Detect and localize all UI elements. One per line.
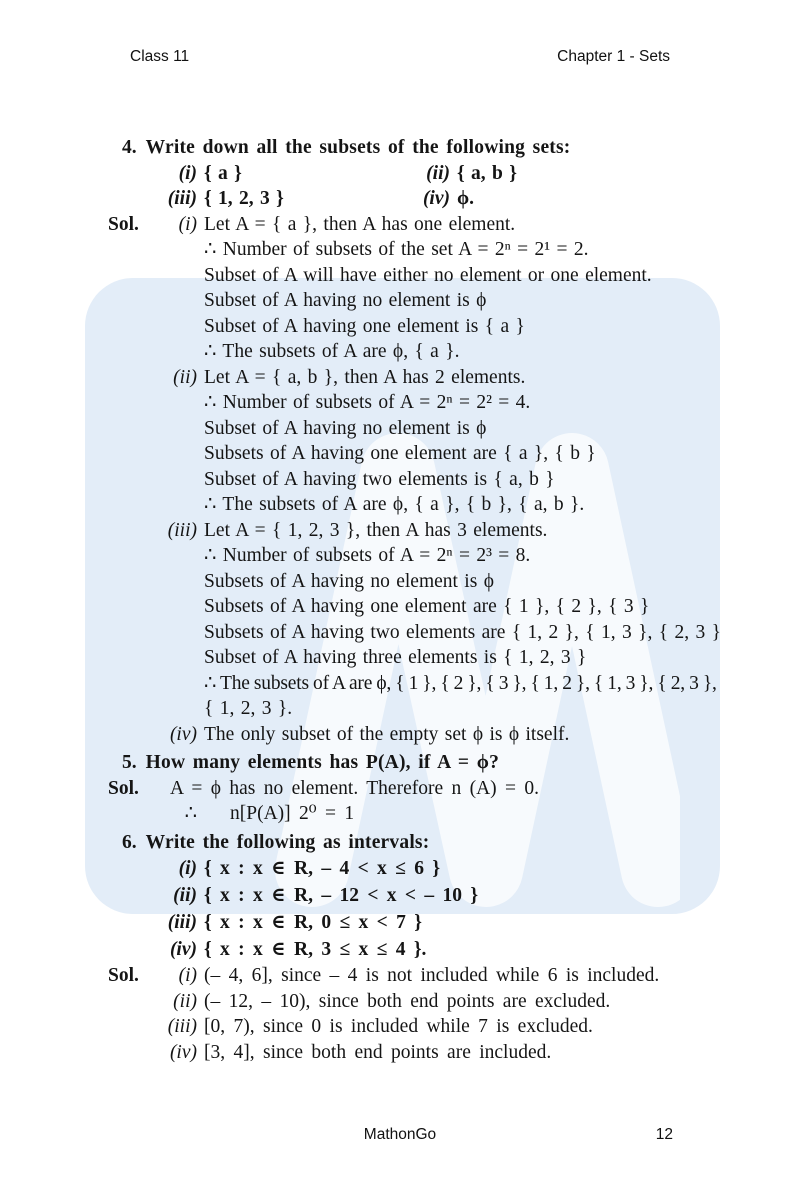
solution-text: ∴ Number of subsets of A = 2ⁿ = 2² = 4.	[204, 392, 531, 413]
sol-label: Sol.	[108, 213, 139, 235]
solution-text: Let A = { a }, then A has one element.	[204, 213, 516, 235]
question-text: How many elements has P(A), if A = ϕ?	[145, 752, 500, 773]
solution-line	[0, 696, 800, 722]
solution-text: { 1, 2, 3 }.	[204, 698, 293, 719]
option-value: { x : x ∈ R, – 12 < x < – 10 }	[204, 885, 479, 906]
solution-text: Let A = { a, b }, then A has 2 elements.	[204, 366, 526, 388]
option-marker: (iii)	[167, 912, 197, 933]
part-marker: (iv)	[169, 1041, 197, 1063]
solution-line	[0, 671, 800, 697]
question-4-options-row-2	[0, 186, 800, 212]
option-value: { x : x ∈ R, 3 ≤ x ≤ 4 }.	[204, 939, 427, 960]
solution-text: A = ϕ has no element. Therefore n (A) = 0.	[170, 777, 540, 799]
solution-line	[0, 594, 800, 620]
solution-text: Subsets of A having one element are { 1 }, { 2 }, { 3 }	[204, 596, 650, 617]
solution-text: (– 4, 6], since – 4 is not included while 6 is included.	[204, 965, 660, 986]
question-5-heading	[0, 750, 800, 776]
solution-line	[0, 569, 800, 595]
question-text: Write down all the subsets of the following sets:	[145, 137, 571, 158]
part-marker: (iii)	[167, 1016, 197, 1037]
solution-5-line	[0, 776, 800, 802]
solution-line	[0, 237, 800, 263]
option-marker: (ii)	[173, 885, 197, 906]
option-marker: (iv)	[169, 939, 197, 960]
solution-line	[0, 620, 800, 646]
sol-label: Sol.	[108, 965, 139, 986]
solution-text: The only subset of the empty set ϕ is ϕ itself.	[204, 723, 570, 745]
solution-line	[0, 416, 800, 442]
solution-text: Subset of A having two elements is { a, b }	[204, 468, 555, 490]
solution-4-part-iv-line	[0, 722, 800, 748]
option-value: { a, b }	[457, 162, 517, 184]
question-6-option-i	[0, 855, 800, 882]
part-marker: (iv)	[169, 723, 197, 745]
option-marker: (ii)	[426, 162, 450, 184]
question-number: 6.	[122, 831, 137, 853]
question-6-option-ii	[0, 882, 800, 909]
option-marker: (i)	[178, 162, 197, 184]
solution-line	[0, 339, 800, 365]
page-footer	[0, 1126, 800, 1144]
solution-text: ∴ Number of subsets of the set A = 2ⁿ = 2¹ = 2.	[204, 239, 589, 260]
part-marker: (ii)	[173, 366, 197, 388]
option-marker: (i)	[178, 858, 197, 879]
solution-text: n[P(A)] 2⁰ = 1	[230, 803, 355, 824]
solution-line	[0, 441, 800, 467]
solution-text: (– 12, – 10), since both end points are excluded.	[204, 990, 611, 1012]
solution-6-part-iv-line	[0, 1040, 800, 1066]
solution-text: Subset of A having no element is ϕ	[204, 290, 487, 311]
solution-line	[0, 263, 800, 289]
solution-text: Subset of A having no element is ϕ	[204, 417, 487, 439]
question-6-heading	[0, 830, 800, 856]
solution-text: ∴ The subsets of A are ϕ, { a }, { b }, { a, b }.	[204, 494, 585, 515]
question-text: Write the following as intervals:	[145, 831, 430, 853]
solution-line	[0, 390, 800, 416]
solution-text: ∴ The subsets of A are ϕ, { a }.	[204, 341, 460, 362]
option-value: { x : x ∈ R, 0 ≤ x < 7 }	[204, 912, 422, 933]
option-value: ϕ.	[457, 188, 475, 209]
question-4-options-row-1	[0, 161, 800, 187]
solution-text: Subsets of A having two elements are { 1, 2 }, { 1, 3 }, { 2, 3 }	[204, 621, 721, 643]
solution-line	[0, 645, 800, 671]
question-4-heading	[0, 135, 800, 161]
option-value: { x : x ∈ R, – 4 < x ≤ 6 }	[204, 858, 441, 879]
page-content	[0, 132, 800, 1065]
solution-6-part-i-line	[0, 963, 800, 989]
solution-text: Subset of A having three elements is { 1, 2, 3 }	[204, 647, 587, 668]
part-marker: (i)	[178, 213, 197, 235]
page-number: 12	[655, 1126, 673, 1143]
solution-5-therefore-line	[0, 801, 800, 827]
solution-4-part-ii-line	[0, 365, 800, 391]
question-6-option-iv	[0, 936, 800, 963]
solution-4-part-iii-line	[0, 518, 800, 544]
therefore-symbol: ∴	[184, 803, 197, 824]
sol-label: Sol.	[108, 777, 139, 799]
solution-line	[0, 467, 800, 493]
option-value: { 1, 2, 3 }	[204, 188, 284, 209]
chapter-label: Chapter 1 - Sets	[557, 48, 670, 65]
page-header	[0, 48, 800, 66]
question-number: 5.	[122, 752, 137, 773]
option-marker: (iv)	[422, 188, 450, 209]
solution-line	[0, 314, 800, 340]
solution-text: [0, 7), since 0 is included while 7 is excluded.	[204, 1016, 593, 1037]
solution-line	[0, 492, 800, 518]
solution-text: ∴ The subsets of A are ϕ, { 1 }, { 2 }, { 3 }, { 1, 2 }, { 1, 3 }, { 2, 3 },	[204, 672, 717, 694]
solution-line	[0, 288, 800, 314]
part-marker: (ii)	[173, 990, 197, 1012]
solution-line	[0, 543, 800, 569]
solution-text: [3, 4], since both end points are included.	[204, 1041, 552, 1063]
solution-text: Subset of A having one element is { a }	[204, 315, 525, 337]
solution-6-part-iii-line	[0, 1014, 800, 1040]
solution-text: Subsets of A having one element are { a }, { b }	[204, 443, 596, 464]
solution-text: Subset of A will have either no element or one element.	[204, 264, 652, 286]
option-value: { a }	[204, 162, 242, 184]
part-marker: (iii)	[167, 519, 197, 541]
solution-text: Subsets of A having no element is ϕ	[204, 570, 494, 592]
solution-text: Let A = { 1, 2, 3 }, then A has 3 elements.	[204, 519, 548, 541]
solution-6-part-ii-line	[0, 989, 800, 1015]
question-6-option-iii	[0, 909, 800, 936]
question-number: 4.	[122, 137, 137, 158]
solution-text: ∴ Number of subsets of A = 2ⁿ = 2³ = 8.	[204, 545, 531, 566]
class-label: Class 11	[130, 48, 190, 65]
solution-4-part-i-line	[0, 212, 800, 238]
brand-label: MathonGo	[363, 1126, 437, 1143]
part-marker: (i)	[178, 965, 197, 986]
option-marker: (iii)	[167, 188, 197, 209]
